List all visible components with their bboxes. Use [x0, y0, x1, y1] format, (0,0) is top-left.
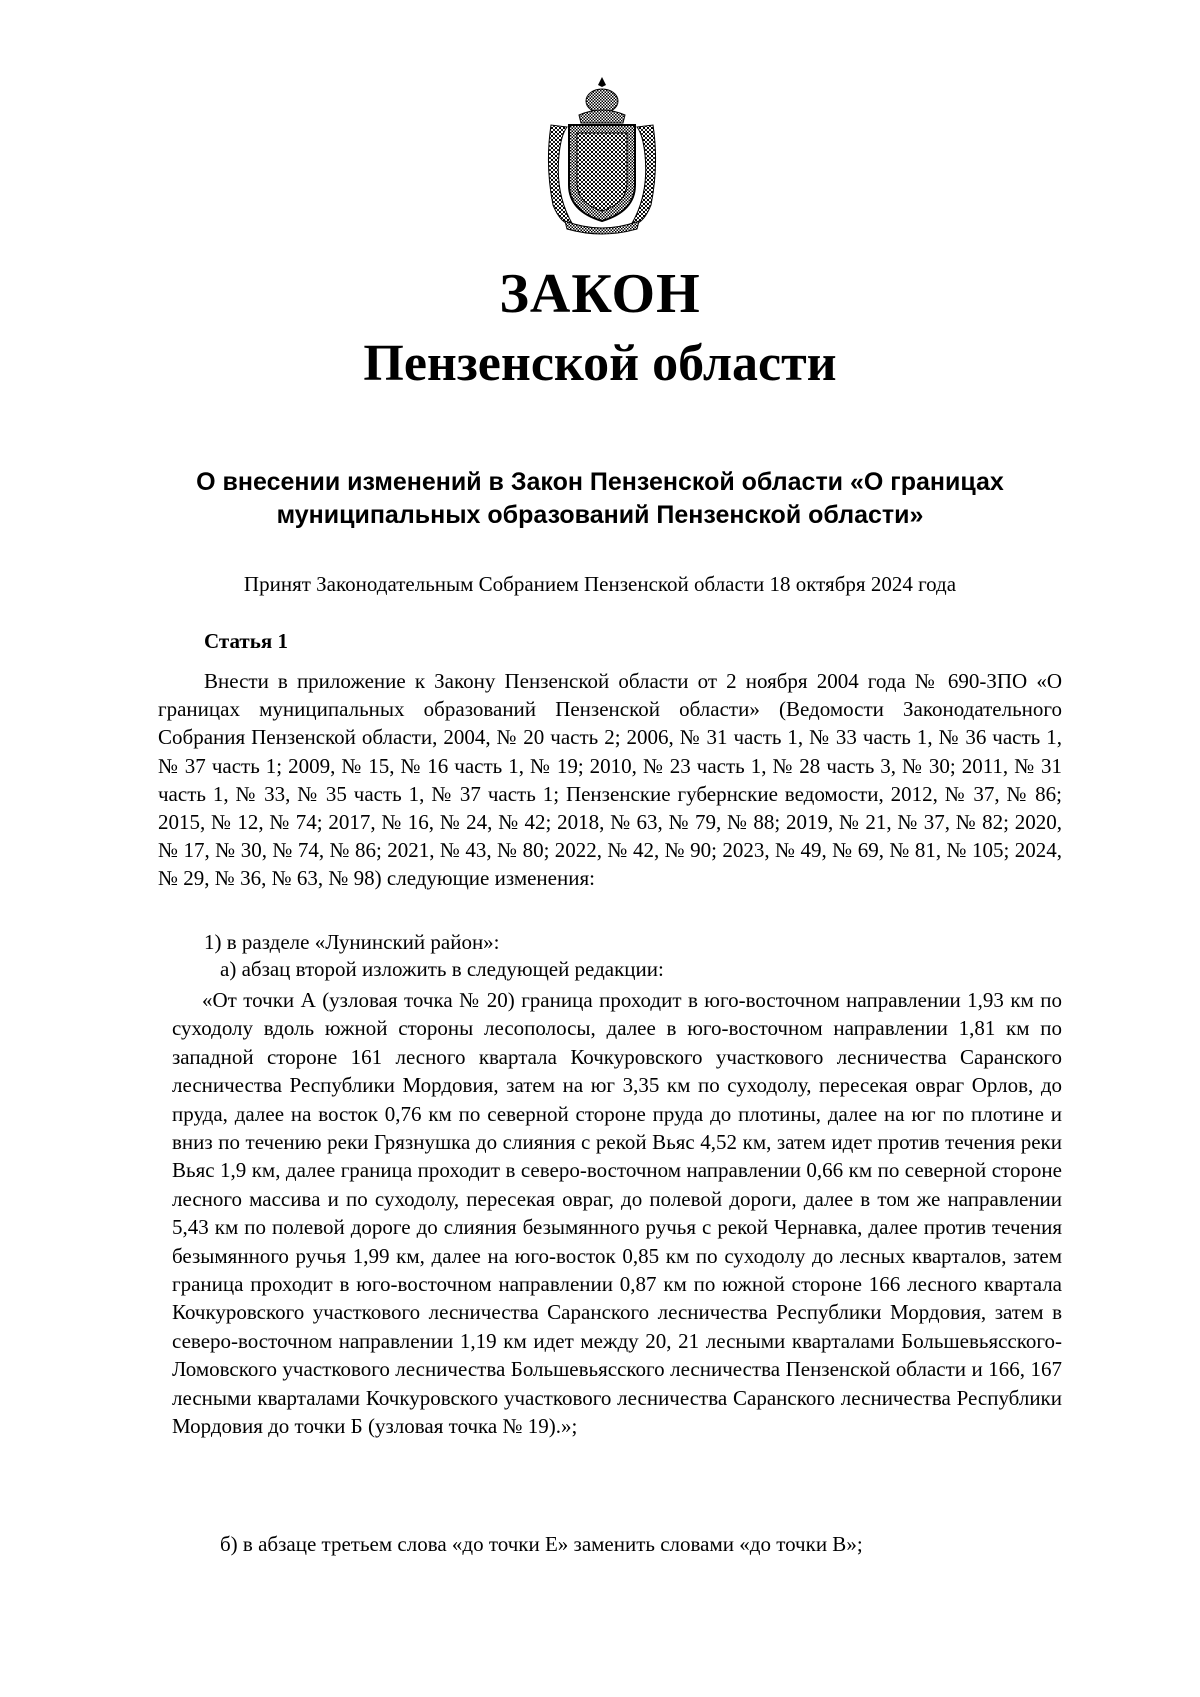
law-title: ЗАКОН [499, 263, 701, 325]
adoption-line: Принят Законодательным Собранием Пензенской области 18 октября 2024 года [243, 572, 957, 596]
item-1a: а) абзац второй изложить в следующей редакции: [220, 957, 664, 981]
boundary-description-quote: «От точки А (узловая точка № 20) граница проходит в юго-восточном направлении 1,93 км по суходолу вдоль южной стороны лесополосы, далее в юго-восточном направлении 1,81 км по западной стороне 161 лесного квартала Кочкуровского участкового лесничества Саранского лесничества Республики Мордовия, затем на юг 3,35 км по суходолу, пересекая овраг Орлов, до пруда, далее на восток 0,76 км по северной стороне пруда до плотины, далее на юг по плотине и вниз по течению реки Грязнушка до слияния с рекой Вьяс 4,52 км, затем идет против течения реки Вьяс 1,9 км, далее граница проходит в северо-восточном направлении 0,66 км по северной стороне лесного массива и по суходолу, пересекая овраг, до полевой дороги, далее в том же направлении 5,43 км по полевой дороге до слияния безымянного ручья с рекой Чернавка, далее против течения безымянного ручья 1,99 км, далее на юго-восток 0,85 км по суходолу до лесных кварталов, затем граница проходит в юго-восточном направлении 0,87 км по южной стороне 166 лесного квартала Кочкуровского участкового лесничества Саранского лесничества Республики Мордовия, затем в северо-восточном направлении 1,19 км идет между 20, 21 лесными кварталами Большевьясского-Ломовского участкового лесничества Большевьясского лесничества Пензенской области и 166, 167 лесными кварталами Кочкуровского участкового лесничества Саранского лесничества Республики Мордовия до точки Б (узловая точка № 19).»; [172, 988, 1062, 1439]
law-region-title: Пензенской области [363, 335, 837, 392]
penza-region-coat-of-arms-icon [543, 75, 661, 235]
item-1: 1) в разделе «Лунинский район»: [204, 930, 500, 954]
article-intro-paragraph: Внести в приложение к Закону Пензенской области от 2 ноября 2004 года № 690-ЗПО «О границах муниципальных образований Пензенской области» (Ведомости Законодательного Собрания Пензенской области, 2004, № 20 часть 2; 2006, № 31 часть 1, № 33 часть 1, № 36 часть 1, № 37 часть 1; 2009, № 15, № 16 часть 1, № 19; 2010, № 23 часть 1, № 28 часть 3, № 30; 2011, № 31 часть 1, № 33, № 35 часть 1, № 37 часть 1; Пензенские губернские ведомости, 2012, № 37, № 86; 2015, № 12, № 74; 2017, № 16, № 24, № 42; 2018, № 63, № 79, № 88; 2019, № 21, № 37, № 82; 2020, № 17, № 30, № 74, № 86; 2021, № 43, № 80; 2022, № 42, № 90; 2023, № 49, № 69, № 81, № 105; 2024, № 29, № 36, № 63, № 98) следующие изменения: [158, 669, 1062, 891]
article-heading: Статья 1 [204, 629, 288, 653]
law-subject: О внесении изменений в Закон Пензенской области «О границах муниципальных образований Пензенской области» [196, 468, 1004, 529]
item-1b: б) в абзаце третьем слова «до точки Е» заменить словами «до точки В»; [220, 1532, 863, 1556]
